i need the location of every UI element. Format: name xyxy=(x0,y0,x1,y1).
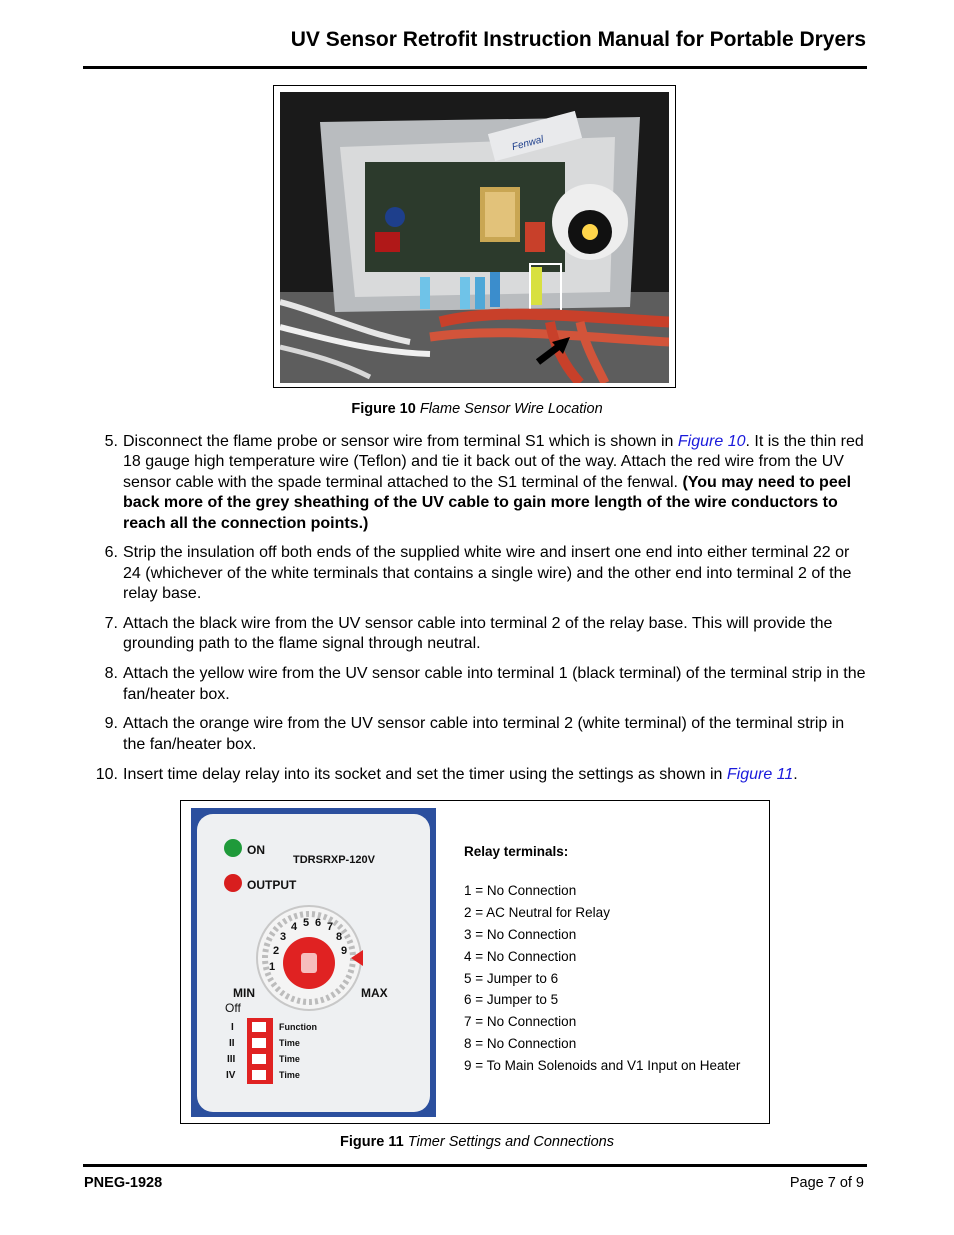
relay-terminal-item: 8 = No Connection xyxy=(464,1036,577,1052)
figure-10-label: Figure 10 xyxy=(351,401,416,417)
max-label: MAX xyxy=(361,986,388,1000)
step-5 xyxy=(88,432,870,534)
switch-label: Time xyxy=(279,1038,300,1048)
switch-roman: I xyxy=(231,1022,234,1033)
on-label: ON xyxy=(247,843,265,857)
page-number: Page 7 of 9 xyxy=(789,1175,864,1191)
dial-number: 9 xyxy=(341,945,348,957)
relay-terminal-item: 1 = No Connection xyxy=(464,882,577,898)
figure-11-box xyxy=(180,800,770,1124)
step-10 xyxy=(88,765,870,785)
dial-number: 6 xyxy=(315,917,322,929)
relay-terminal-item: 6 = Jumper to 5 xyxy=(464,992,559,1008)
doc-number: PNEG-1928 xyxy=(84,1175,163,1191)
model-label: TDRSRXP-120V xyxy=(293,854,375,866)
relay-terminal-item: 3 = No Connection xyxy=(464,926,577,942)
page-title: UV Sensor Retrofit Instruction Manual for Portable Dryers xyxy=(290,28,866,51)
figure-10-link[interactable]: Figure 10 xyxy=(677,433,746,450)
relay-photo xyxy=(191,808,436,1117)
step-9 xyxy=(88,714,870,755)
figure-11-title: Timer Settings and Connections xyxy=(407,1134,614,1150)
step-8 xyxy=(88,664,870,705)
switch-label: Time xyxy=(279,1070,300,1080)
step-number: 5. xyxy=(104,433,118,450)
figure-11-caption xyxy=(0,1134,954,1150)
dial-number: 1 xyxy=(269,961,276,973)
step-number: 8. xyxy=(104,665,118,683)
dial-number: 4 xyxy=(291,921,298,933)
step-text: . xyxy=(793,765,798,783)
brand-label: Fenwal xyxy=(510,134,545,154)
step-text: Insert time delay relay into its socket and set the timer using the settings as shown in xyxy=(123,765,727,783)
time-delay-relay-image xyxy=(191,808,436,1117)
dial-number: 7 xyxy=(327,921,334,933)
relay-terminal-item: 5 = Jumper to 6 xyxy=(464,970,559,986)
relay-terminal-item: 7 = No Connection xyxy=(464,1014,577,1030)
switch-roman: IV xyxy=(226,1070,236,1081)
step-text: Attach the black wire from the UV sensor cable into terminal 2 of the relay base. This will provide the grounding path to the flame signal through neutral. xyxy=(123,615,833,653)
step-number: 6. xyxy=(104,544,118,562)
instruction-steps xyxy=(88,432,870,794)
min-label: MIN xyxy=(233,986,255,1000)
off-label: Off xyxy=(225,1001,241,1015)
step-7 xyxy=(88,614,870,655)
relay-terminal-item: 9 = To Main Solenoids and V1 Input on Heater xyxy=(464,1058,741,1074)
step-number: 7. xyxy=(104,615,118,633)
figure-10-caption xyxy=(0,401,954,417)
footer-rule xyxy=(83,1164,867,1167)
switch-roman: III xyxy=(227,1054,236,1065)
switch-label: Time xyxy=(279,1054,300,1064)
flame-sensor-wiring-image xyxy=(280,92,669,383)
step-text: Strip the insulation off both ends of the supplied white wire and insert one end into either terminal 22 or 24 (whichever of the white terminals that contains a single wire) and the other end into terminal 2 of the relay base. xyxy=(123,544,852,603)
figure-10-title: Flame Sensor Wire Location xyxy=(419,401,603,417)
step-number: 10. xyxy=(95,765,118,783)
dial-number: 8 xyxy=(336,931,343,943)
figure-11-link[interactable]: Figure 11 xyxy=(726,765,794,783)
relay-terminal-item: 2 = AC Neutral for Relay xyxy=(464,904,610,920)
header-rule xyxy=(83,66,867,69)
step-6 xyxy=(88,543,870,604)
output-label: OUTPUT xyxy=(247,878,297,892)
step-number: 9. xyxy=(104,715,118,733)
step-text: Disconnect the flame probe or sensor wire from terminal S1 which is shown in xyxy=(123,433,678,450)
step-text: . It is the thin red 18 gauge high temperature wire (Teflon) and tie it back out of the way. Attach the red wire from the UV sensor cable with the spade terminal attached to the S1 terminal of the fenwal. xyxy=(123,433,864,491)
dial-number: 5 xyxy=(303,917,310,929)
relay-terminals-title: Relay terminals: xyxy=(464,844,569,859)
figure-11-label: Figure 11 xyxy=(340,1134,404,1150)
relay-terminal-item: 4 = No Connection xyxy=(464,948,577,964)
step-text: Attach the yellow wire from the UV sensor cable into terminal 1 (black terminal) of the terminal strip in the fan/heater box. xyxy=(123,665,866,703)
relay-terminals-list xyxy=(464,841,740,1077)
step-text: Attach the orange wire from the UV sensor cable into terminal 2 (white terminal) of the terminal strip in the fan/heater box. xyxy=(123,715,845,753)
dial-number: 2 xyxy=(273,945,280,957)
figure-10-photo xyxy=(273,85,676,388)
switch-label: Function xyxy=(279,1022,317,1032)
step-bold-note: (You may need to peel back more of the grey sheathing of the UV cable to gain more length of the wire conductors to reach all the connection points.) xyxy=(123,473,852,532)
dial-number: 3 xyxy=(280,931,287,943)
switch-roman: II xyxy=(229,1038,235,1049)
